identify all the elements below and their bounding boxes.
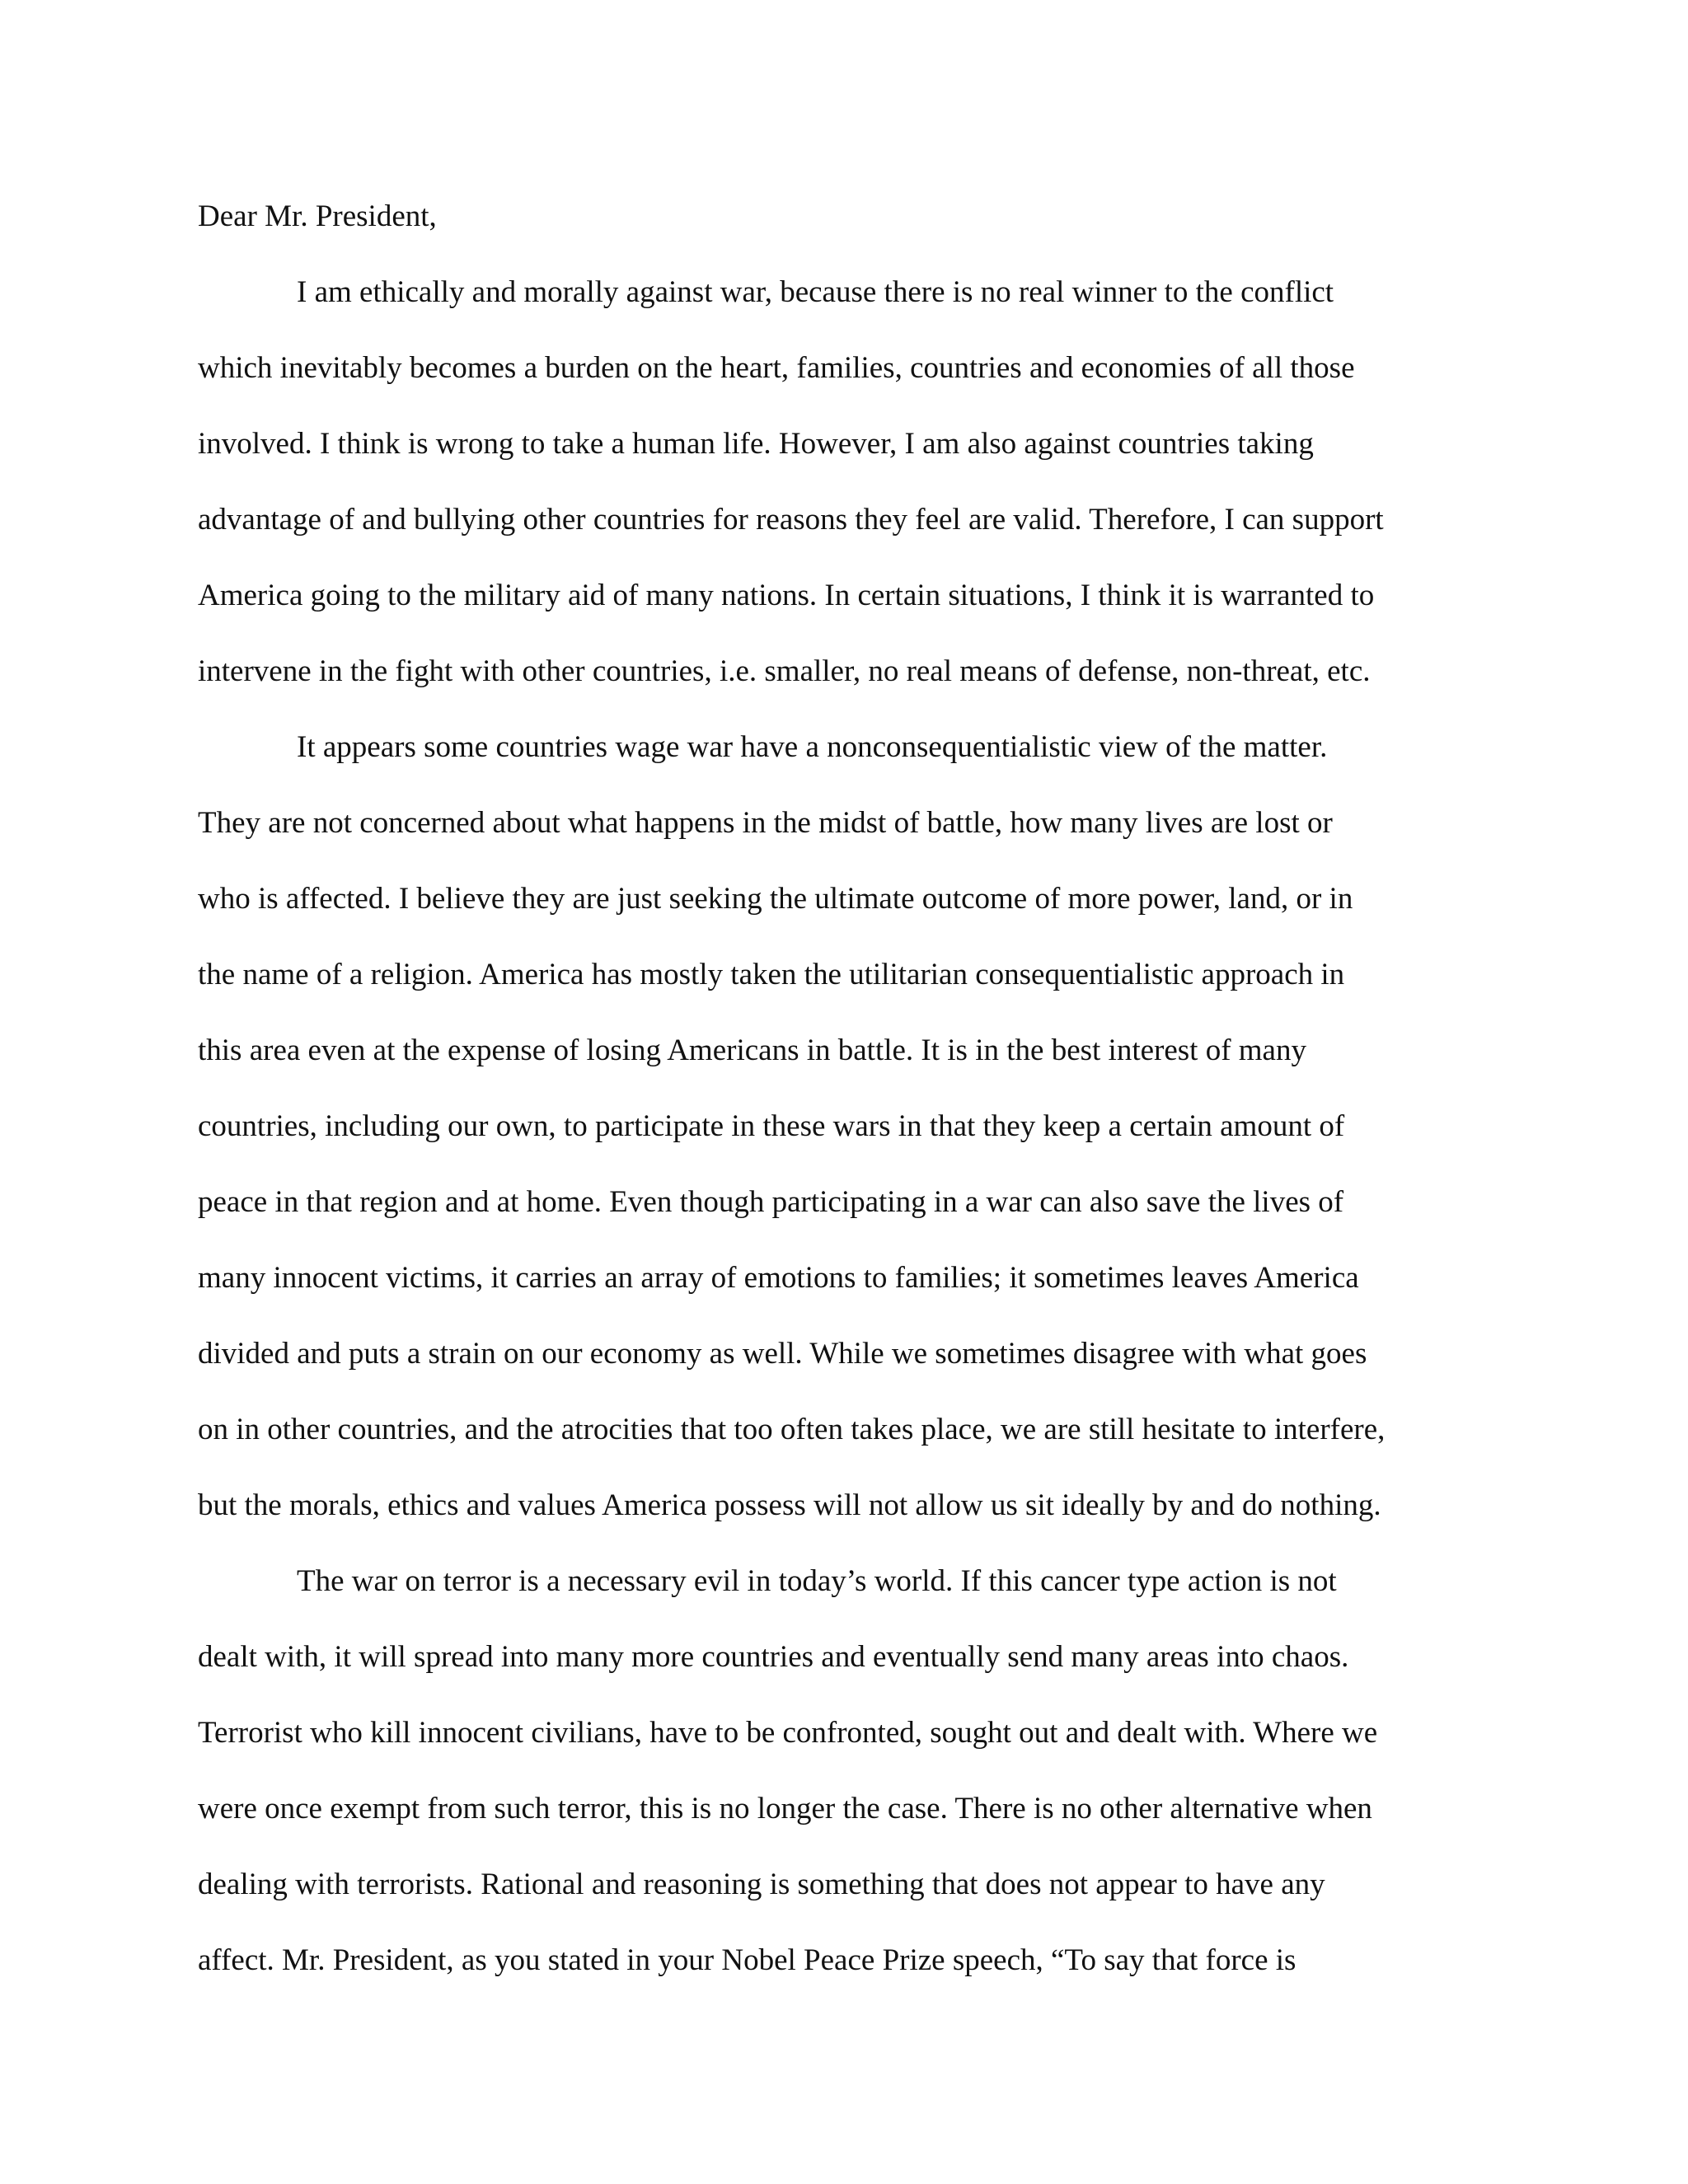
paragraph-2-line-11: but the morals, ethics and values America possess will not allow us sit ideally by and do nothing. (198, 1488, 1381, 1522)
salutation: Dear Mr. President, (198, 199, 437, 233)
paragraph-2-line-8: many innocent victims, it carries an array of emotions to families; it sometimes leaves America (198, 1261, 1359, 1295)
paragraph-3-line-1: The war on terror is a necessary evil in today’s world. If this cancer type action is not (297, 1564, 1337, 1598)
paragraph-3-line-3: Terrorist who kill innocent civilians, have to be confronted, sought out and dealt with. Where we (198, 1716, 1378, 1750)
paragraph-2-line-9: divided and puts a strain on our economy as well. While we sometimes disagree with what goes (198, 1337, 1367, 1371)
letter-body (198, 194, 1500, 2013)
paragraph-3-line-4: were once exempt from such terror, this is no longer the case. There is no other alternative when (198, 1792, 1372, 1825)
paragraph-3-line-2: dealt with, it will spread into many more countries and eventually send many areas into chaos. (198, 1640, 1349, 1674)
paragraph-3-line-5: dealing with terrorists. Rational and reasoning is something that does not appear to have any (198, 1868, 1325, 1901)
paragraph-2-line-5: this area even at the expense of losing Americans in battle. It is in the best interest of many (198, 1033, 1306, 1067)
paragraph-1-line-4: advantage of and bullying other countries for reasons they feel are valid. Therefore, I can support (198, 503, 1384, 537)
paragraph-2-line-10: on in other countries, and the atrocities that too often takes place, we are still hesitate to interfere, (198, 1413, 1386, 1446)
paragraph-2-line-3: who is affected. I believe they are just seeking the ultimate outcome of more power, land, or in (198, 882, 1353, 916)
paragraph-2-line-4: the name of a religion. America has mostly taken the utilitarian consequentialistic approach in (198, 958, 1345, 991)
paragraph-1-line-2: which inevitably becomes a burden on the heart, families, countries and economies of all those (198, 351, 1355, 385)
paragraph-3-line-6: affect. Mr. President, as you stated in your Nobel Peace Prize speech, “To say that force is (198, 1943, 1296, 1977)
paragraph-2-line-2: They are not concerned about what happens in the midst of battle, how many lives are lost or (198, 806, 1333, 840)
paragraph-2-line-1: It appears some countries wage war have a nonconsequentialistic view of the matter. (297, 730, 1328, 764)
paragraph-2-line-7: peace in that region and at home. Even though participating in a war can also save the lives of (198, 1185, 1344, 1219)
paragraph-1-line-1: I am ethically and morally against war, because there is no real winner to the conflict (297, 275, 1334, 309)
paragraph-2-line-6: countries, including our own, to participate in these wars in that they keep a certain amount of (198, 1109, 1345, 1143)
paragraph-1-line-3: involved. I think is wrong to take a human life. However, I am also against countries taking (198, 427, 1314, 461)
paragraph-1-line-6: intervene in the fight with other countries, i.e. smaller, no real means of defense, non-threat, etc. (198, 654, 1371, 688)
paragraph-1-line-5: America going to the military aid of many nations. In certain situations, I think it is warranted to (198, 579, 1375, 612)
